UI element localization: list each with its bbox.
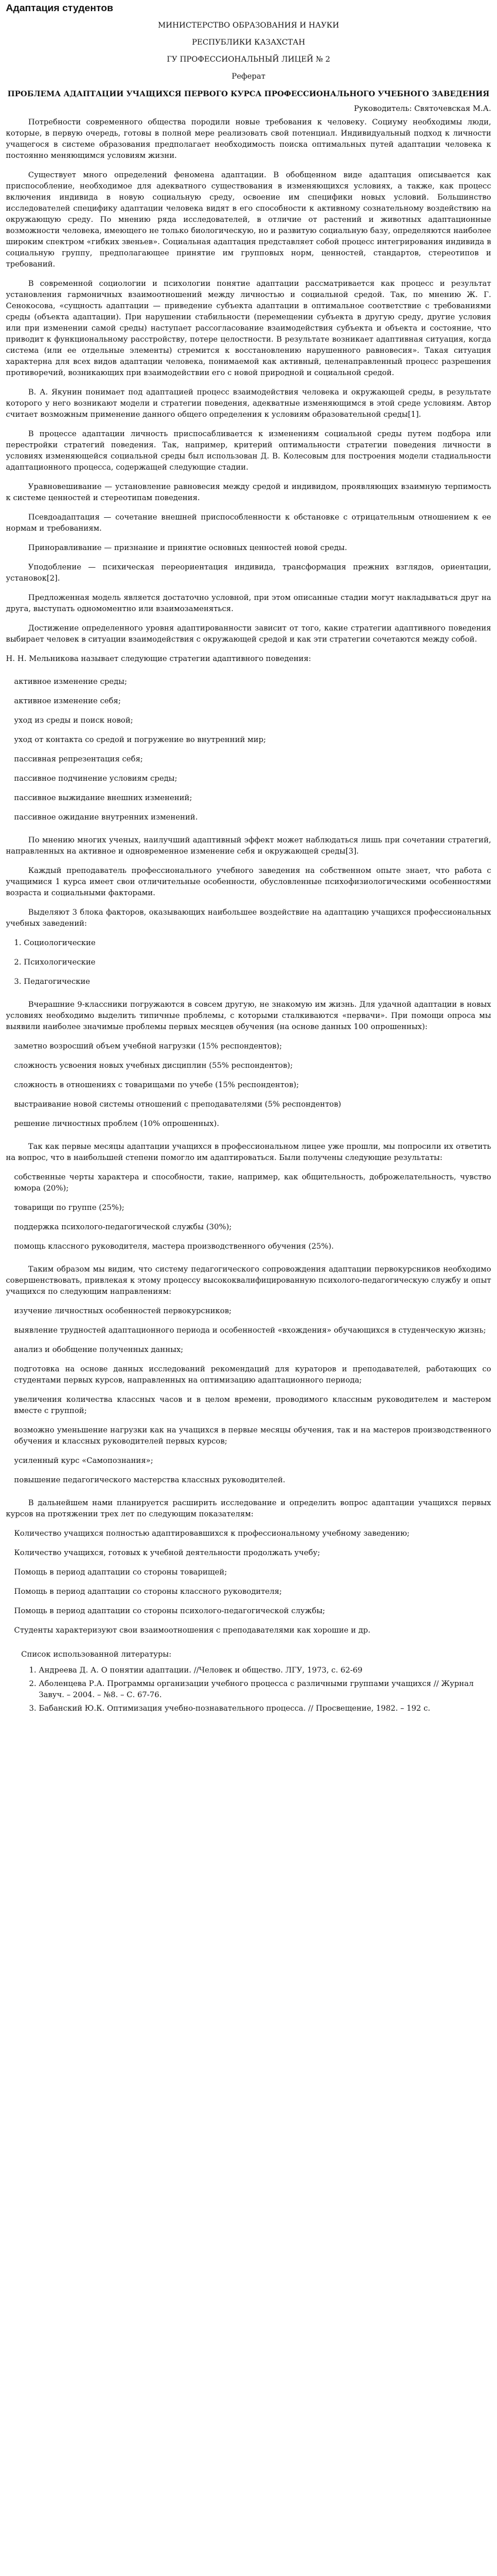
document-page [0,2,497,1740]
list-item: 2. Психологические [14,958,96,967]
paragraph: По мнению многих ученых, наилучший адаптивный эффект может наблюдаться лишь при сочетании стратегий, направленных на активное и одновременное изменение себя и окружающей среды[3]. [6,836,491,856]
list-item: пассивное подчинение условиям среды; [14,774,178,783]
list-item: активное изменение среды; [14,677,127,686]
list-item: подготовка на основе данных исследований рекомендаций для кураторов и преподавателей, работающих со студентами первых курсов, направленных на оптимизацию адаптационного периода; [14,1365,491,1385]
list-item: поддержка психолого-педагогической службы (30%); [14,1223,232,1232]
list-item: анализ и обобщение полученных данных; [14,1346,184,1354]
list-item: 3. Педагогические [14,977,90,986]
report-title: ПРОБЛЕМА АДАПТАЦИИ УЧАЩИХСЯ ПЕРВОГО КУРСА ПРОФЕССИОНАЛЬНОГО УЧЕБНОГО ЗАВЕДЕНИЯ [7,90,490,99]
list-item: уход из среды и поиск новой; [14,716,133,725]
paragraph: Существует много определений феномена адаптации. В обобщенном виде адаптация описывается как приспособление, необходимое для адекватного существования в изменяющихся условиях, а также, как процесс включения индивида в новую социальную среду, освоение им специфики новых условий. Большинство исследователей специфику адаптации человека видят в его способности к активному сознательному воздействию на окружающую среду. По мнению ряда исследователей, в отличие от растений и животных адаптационные возможности человека, имеющего не только биологическую, но и развитую социальную базу, определяются наиболее широким спектром «гибких звеньев». Социальная адаптация представляет собой процесс интегрирования индивида в социальную группу, предполагающее принятие им групповых норм, ценностей, стандартов, стереотипов и требований. [6,171,491,269]
list-item: Помощь в период адаптации со стороны товарищей; [14,1568,227,1577]
list-item: Количество учащихся полностью адаптировавшихся к профессиональному учебному заведению; [14,1529,410,1538]
list-item: собственные черты характера и способности, такие, например, как общительность, доброжелательность, чувство юмора (20%); [14,1173,491,1193]
list-item: выявление трудностей адаптационного периода и особенностей «вхождения» обучающихся в студенческую жизнь; [14,1326,486,1335]
paragraph: В дальнейшем нами планируется расширить исследование и определить вопрос адаптации учащихся первых курсов на протяжении трех лет по следующим показателям: [6,1499,491,1519]
strategy-list [6,676,491,823]
list-item: изучение личностных особенностей первокурсников; [14,1307,232,1316]
list-item: решение личностных проблем (10% опрошенных). [14,1120,219,1128]
body-helps [6,1141,491,1252]
reference-item: 1. Андреева Д. А. О понятии адаптации. //Человек и общество. ЛГУ, 1973, с. 62-69 [39,1665,491,1676]
paragraph: В. А. Якунин понимает под адаптацией процесс взаимодействия человека и окружающей среды, в результате которого у него возникают модели и стратегии поведения, адекватные изменяющимся в этой среде условиям. Автор считает возможным применение данного общего определения к условиям образовательной среды[1]. [6,388,491,419]
body-directions [6,1264,491,1486]
list-item: повышение педагогического мастерства классных руководителей. [14,1476,286,1485]
list-item: Количество учащихся, готовых к учебной деятельности продолжать учебу; [14,1549,320,1557]
list-item: возможно уменьшение нагрузки как на учащихся в первые месяцы обучения, так и на мастеров производственного обучения и классных руководителей первых курсов; [14,1426,491,1446]
references-list [28,1665,491,1714]
list-item: активное изменение себя; [14,697,121,706]
page-title: Адаптация студентов [6,2,113,14]
paragraph: Псевдоадаптация — сочетание внешней приспособленности к обстановке с отрицательным отношением к ее нормам и требованиям. [6,513,491,533]
list-item: выстраивание новой системы отношений с преподавателями (5% респондентов) [14,1100,342,1109]
paragraph: Таким образом мы видим, что систему педагогического сопровождения адаптации первокурсников необходимо совершенствовать, привлекая к этому процессу высококвалифицированную психолого-педагогическую службу и опыт учащихся по следующим направлениям: [6,1265,491,1296]
paragraph: Уподобление — психическая переориентация индивида, трансформация прежних взглядов, ориентации, установок[2]. [6,563,491,583]
reference-item: 3. Бабанский Ю.К. Оптимизация учебно-познавательного процесса. // Просвещение, 1982. – 192 с. [39,1703,491,1714]
body-problems [6,999,491,1129]
paragraph: Достижение определенного уровня адаптированности зависит от того, какие стратегии адаптивного поведения выбирает человек в ситуации взаимодействия с окружающей средой и как эти стратегии сочетаются между собой. [6,624,491,644]
paragraph: Вчерашние 9-классники погружаются в совсем другую, не знакомую им жизнь. Для удачной адаптации в новых условиях необходимо выделить типичные проблемы, с которыми сталкиваются «первачи». При помощи опроса мы выявили наиболее значимые проблемы первых месяцев обучения (на основе данных 100 опрошенных): [6,1000,491,1031]
list-item: 1. Социологические [14,939,96,948]
paragraph: Потребности современного общества породили новые требования к человеку. Социуму необходимы люди, которые, в первую очередь, готовы в полной мере реализовать свой потенциал. Индивидуальный подход к личности учащегося в системе образования предполагает необходимость поиска оптимальных путей адаптации человека к постоянно меняющимся условиям жизни. [6,118,491,160]
list-item: пассивная репрезентация себя; [14,755,143,764]
list-item: заметно возросший объем учебной нагрузки (15% респондентов); [14,1042,282,1051]
body-plans [6,1498,491,1636]
list-item: товарищи по группе (25%); [14,1203,124,1212]
paragraph: В процессе адаптации личность приспосабливается к изменениям социальной среды путем подбора или перестройки стратегий поведения. Так, например, критерий оптимальности стратегии поведения личности в условиях изменяющейся социальной среды был использован Д. В. Колесовым для построения модели стадиальности адаптационного процесса, содержащей следующие стадии. [6,430,491,472]
body-intro [6,117,491,665]
paragraph: В современной социологии и психологии понятие адаптации рассматривается как процесс и результат установления гармоничных взаимоотношений между личностью и социальной средой. Так, по мнению Ж. Г. Сенокосова, «сущность адаптации — приведение субъекта адаптации в оптимальное соответствие с требованиями среды (объекта адаптации). При нарушении стабильности (перемещении субъекта в другую среду, другие условия или при изменении самой среды) наступает рассогласование взаимодействия субъекта и объекта и состояние, что приводит к функциональному расстройству, потере целостности. В результате возникает адаптивная ситуация, когда система (или ее отдельные элементы) стремится к восстановлению нарушенного равновесия». Такая ситуация характерна для всех видов адаптации человека, понимаемой как активный, целенаправленный процесс разрешения противоречий, возникающих при взаимодействии его с новой природной и социальной средой. [6,279,491,377]
list-item: сложность в отношениях с товарищами по учебе (15% респондентов); [14,1081,299,1090]
list-item: Студенты характеризуют свои взаимоотношения с преподавателями как хорошие и др. [14,1626,371,1635]
references-title: Список использованной литературы: [21,1650,172,1659]
institution-line: ГУ ПРОФЕССИОНАЛЬНЫЙ ЛИЦЕЙ № 2 [167,55,330,64]
ministry-line: МИНИСТЕРСТВО ОБРАЗОВАНИЯ И НАУКИ [158,21,339,30]
list-item: Помощь в период адаптации со стороны психолого-педагогической службы; [14,1607,326,1616]
paragraph: Уравновешивание — установление равновесия между средой и индивидом, проявляющих взаимную терпимость к системе ценностей и стереотипам поведения. [6,483,491,503]
paragraph: Н. Н. Мельникова называет следующие стратегии адаптивного поведения: [6,655,312,663]
list-item: пассивное ожидание внутренних изменений. [14,813,198,822]
paragraph: Приноравливание — признание и принятие основных ценностей новой среды. [28,544,347,552]
paragraph: Каждый преподаватель профессионального учебного заведения на собственном опыте знает, что работа с учащимися 1 курса имеет свои отличительные особенности, обусловленные психофизиологическими особенностями возраста и социальными факторами. [6,866,491,898]
reference-item: 2. Аболенцева Р.А. Программы организации учебного процесса с различными группами учащихся // Журнал Завуч. – 2004. – №8. – С. 67-76. [39,1678,491,1701]
list-item: Помощь в период адаптации со стороны классного руководителя; [14,1587,282,1596]
list-item: сложность усвоения новых учебных дисциплин (55% респондентов); [14,1061,293,1070]
list-item: пассивное выжидание внешних изменений; [14,794,192,803]
republic-line: РЕСПУБЛИКИ КАЗАХСТАН [191,38,306,47]
paragraph: Предложенная модель является достаточно условной, при этом описанные стадии могут накладываться друг на друга, выступать одномоментно или взаимозаменяться. [6,594,491,613]
list-item: усиленный курс «Самопознания»; [14,1456,153,1465]
list-item: помощь классного руководителя, мастера производственного обучения (25%). [14,1242,334,1251]
list-item: увеличения количества классных часов и в целом времени, проводимого классным руководителем и мастером вместе с группой; [14,1395,491,1415]
genre-line: Реферат [231,72,266,81]
list-item: уход от контакта со средой и погружение во внутренний мир; [14,736,266,744]
paragraph: Выделяют 3 блока факторов, оказывающих наибольшее воздействие на адаптацию учащихся профессиональных учебных заведений: [6,908,491,928]
paragraph: Так как первые месяцы адаптации учащихся в профессиональном лицее уже прошли, мы попросили их ответить на вопрос, что в наибольшей степени помогло им адаптироваться. Были получены следующие результаты: [6,1142,491,1162]
body-factors [6,835,491,987]
supervisor-line: Руководитель: Святочевская М.А. [354,104,491,113]
